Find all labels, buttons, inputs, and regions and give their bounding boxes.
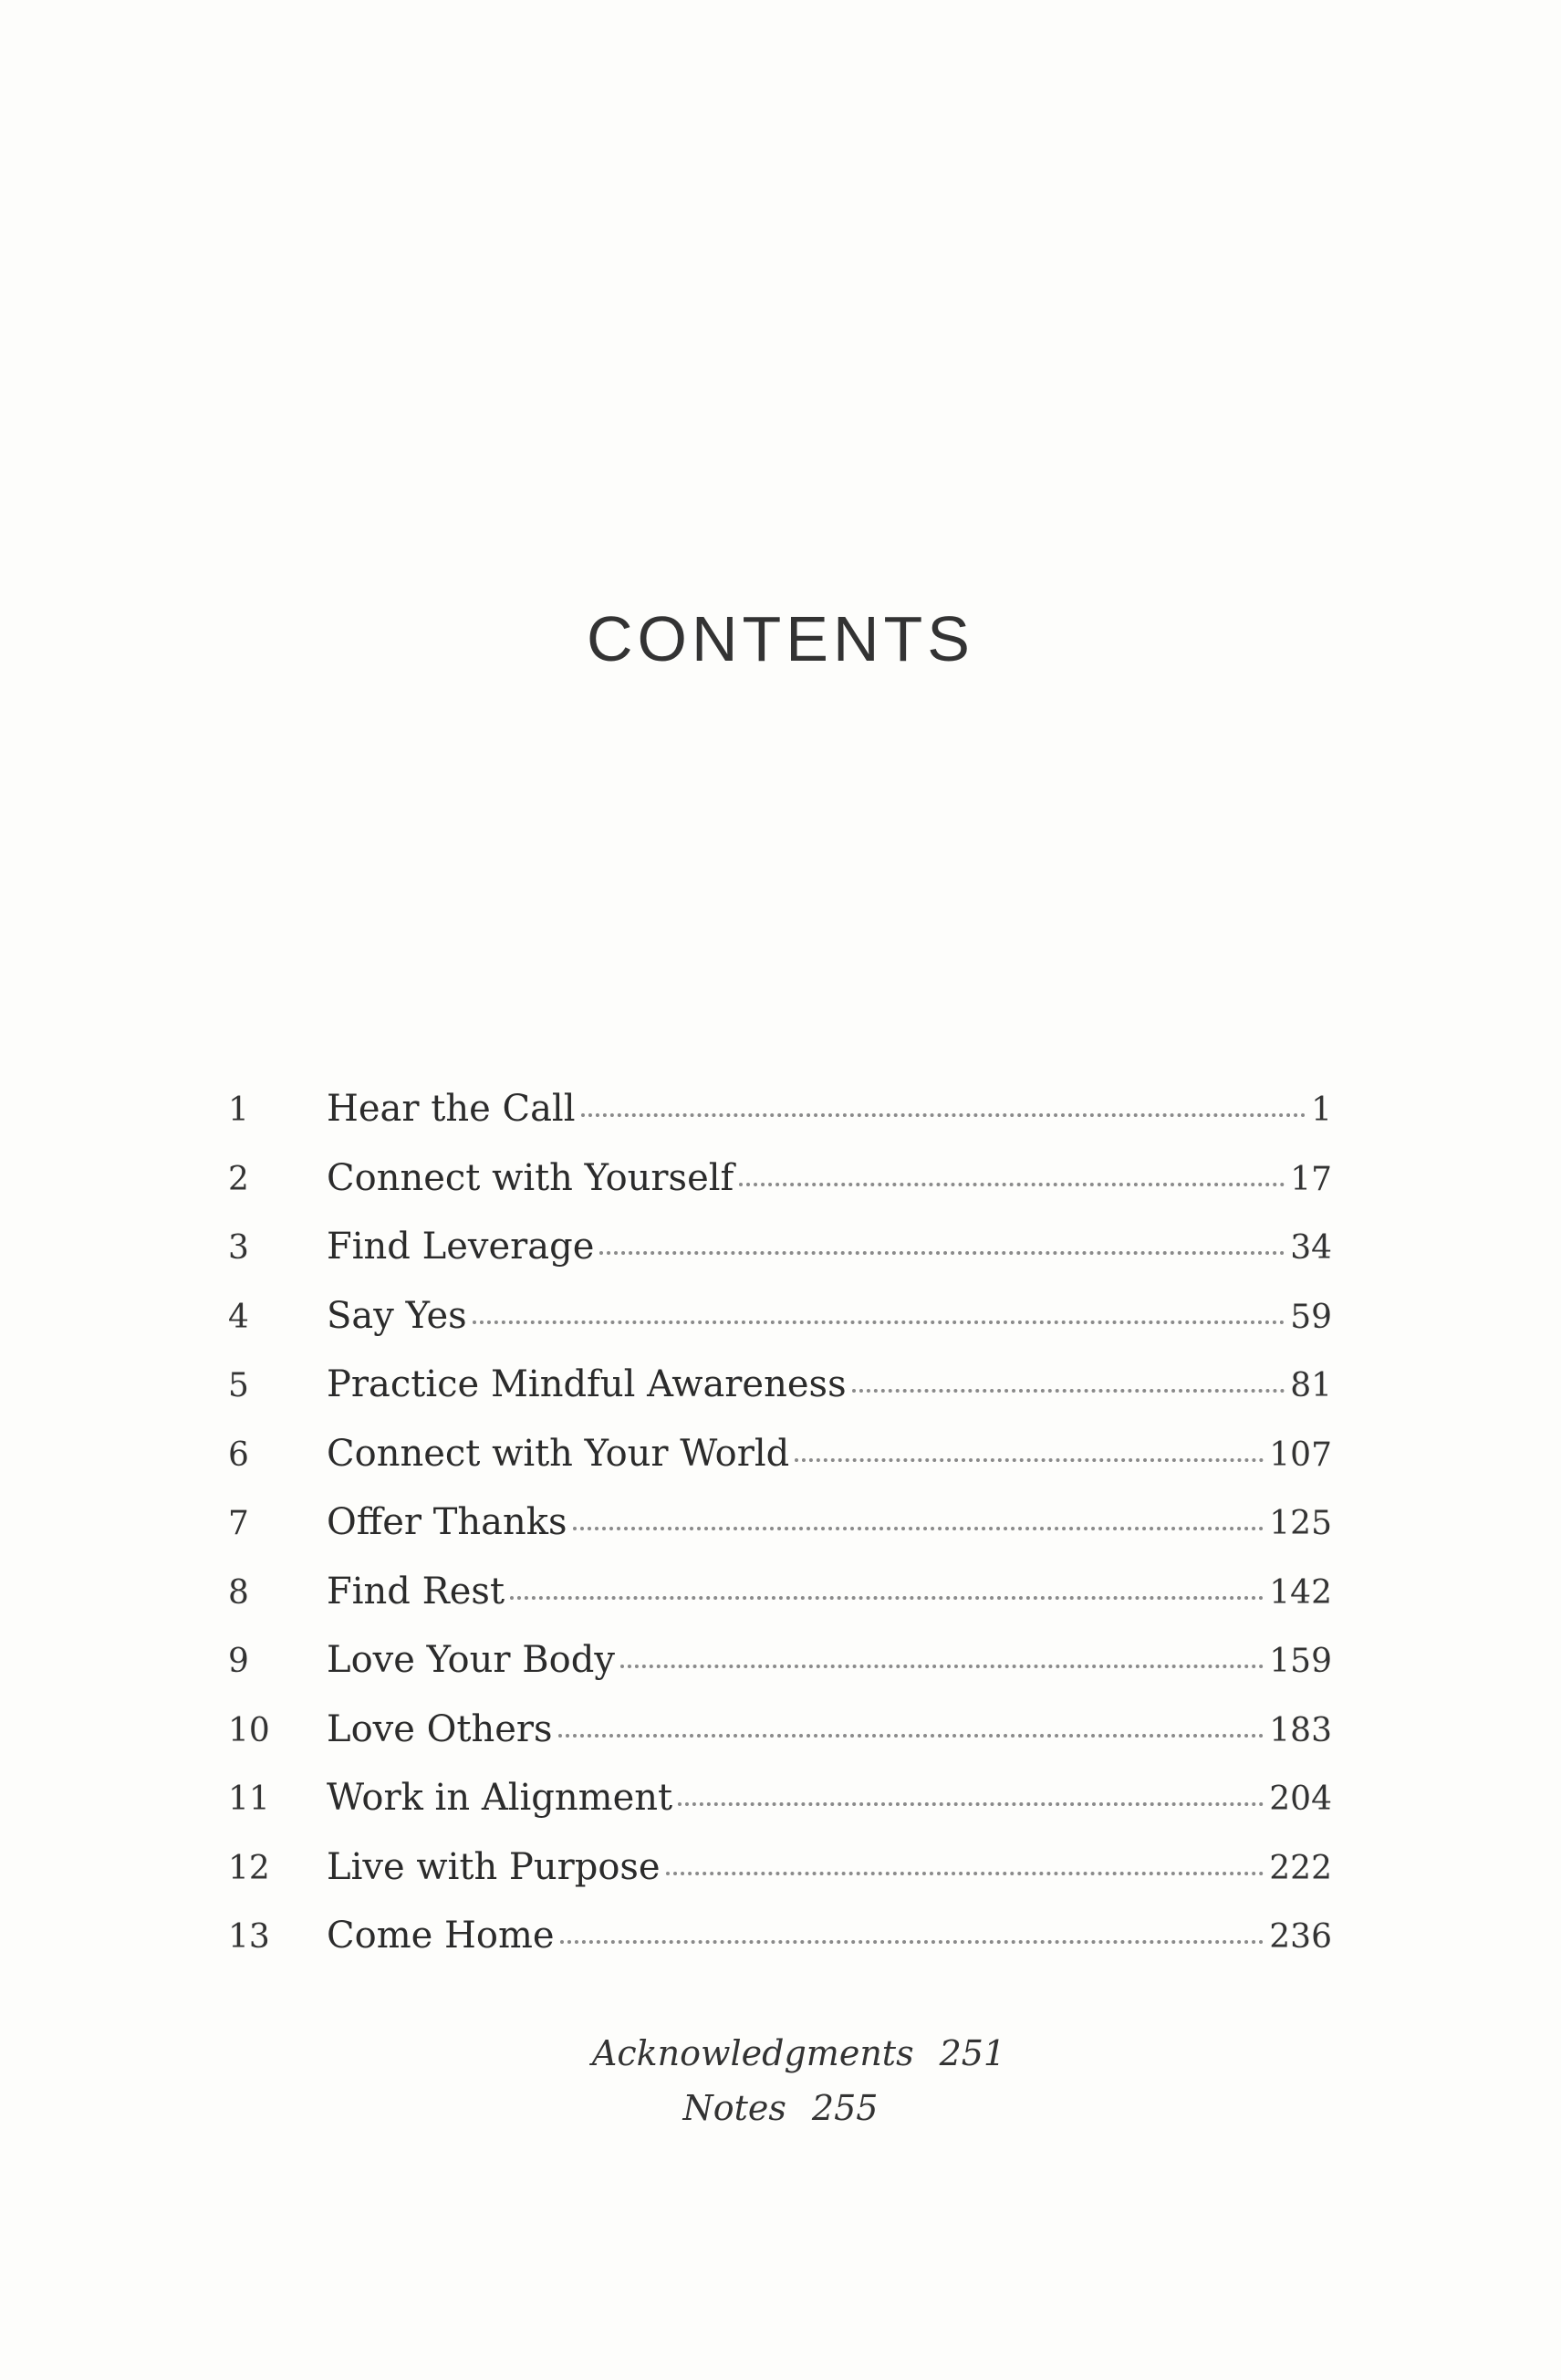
toc-entry[interactable] — [228, 1570, 1332, 1643]
dot-leader — [560, 1940, 1264, 1944]
backmatter-label: Acknowledgments — [591, 2033, 914, 2073]
toc-entry[interactable] — [228, 1917, 1332, 1987]
chapter-number: 6 — [228, 1435, 249, 1474]
dot-leader — [473, 1320, 1285, 1324]
page-number: 236 — [1269, 1918, 1332, 1956]
page-number: 204 — [1269, 1780, 1332, 1818]
page-number: 81 — [1290, 1367, 1332, 1404]
chapter-title: Find Rest — [327, 1570, 505, 1613]
page-number: 222 — [1269, 1849, 1332, 1887]
page-number: 107 — [1269, 1435, 1332, 1474]
chapter-number: 2 — [228, 1160, 249, 1198]
chapter-number: 10 — [228, 1711, 270, 1749]
backmatter-notes[interactable] — [0, 2088, 1561, 2128]
chapter-number: 13 — [228, 1918, 270, 1956]
page-number: 1 — [1311, 1091, 1332, 1129]
page-number: 125 — [1269, 1505, 1332, 1542]
chapter-number: 7 — [228, 1505, 249, 1542]
chapter-title: Come Home — [327, 1915, 555, 1957]
toc-entry[interactable] — [228, 1432, 1332, 1505]
chapter-number: 4 — [228, 1298, 249, 1336]
backmatter-label: Notes — [682, 2088, 786, 2128]
dot-leader — [599, 1251, 1285, 1255]
toc-entry[interactable] — [228, 1294, 1332, 1367]
chapter-title: Connect with Your World — [327, 1432, 790, 1475]
chapter-title: Love Your Body — [327, 1639, 615, 1681]
chapter-title: Practice Mindful Awareness — [327, 1363, 847, 1405]
chapter-title: Hear the Call — [327, 1088, 576, 1130]
chapter-number: 1 — [228, 1091, 249, 1129]
toc-entry[interactable] — [228, 1707, 1332, 1780]
page-number: 183 — [1269, 1711, 1332, 1749]
chapter-title: Find Leverage — [327, 1226, 595, 1268]
toc-entry[interactable] — [228, 1363, 1332, 1435]
chapter-title: Connect with Yourself — [327, 1156, 734, 1199]
dot-leader — [620, 1665, 1264, 1668]
dot-leader — [666, 1872, 1264, 1875]
chapter-title: Love Others — [327, 1707, 553, 1750]
dot-leader — [739, 1183, 1285, 1186]
chapter-number: 12 — [228, 1849, 270, 1887]
chapter-title: Say Yes — [327, 1294, 467, 1337]
toc-entry[interactable] — [228, 1845, 1332, 1918]
page-number: 34 — [1290, 1229, 1332, 1267]
dot-leader — [795, 1458, 1264, 1462]
backmatter-acknowledgments[interactable] — [0, 2033, 1561, 2073]
dot-leader — [678, 1802, 1264, 1806]
page-number: 17 — [1290, 1160, 1332, 1198]
chapter-title: Offer Thanks — [327, 1501, 567, 1543]
toc-entry[interactable] — [228, 1088, 1332, 1160]
chapter-title: Live with Purpose — [327, 1845, 661, 1888]
backmatter-page: 255 — [811, 2088, 879, 2128]
toc-entry[interactable] — [228, 1777, 1332, 1849]
dot-leader — [558, 1734, 1264, 1738]
dot-leader — [581, 1113, 1306, 1117]
toc-entry[interactable] — [228, 1501, 1332, 1573]
toc-entry[interactable] — [228, 1228, 1332, 1298]
chapter-number: 8 — [228, 1573, 249, 1612]
chapter-title: Work in Alignment — [327, 1777, 673, 1819]
table-of-contents — [228, 1088, 1332, 1987]
chapter-number: 3 — [228, 1229, 249, 1267]
page-number: 142 — [1269, 1573, 1332, 1612]
dot-leader — [510, 1596, 1264, 1600]
page-title: CONTENTS — [587, 603, 974, 674]
chapter-number: 11 — [228, 1780, 270, 1818]
backmatter-page: 251 — [939, 2033, 1006, 2073]
chapter-number: 9 — [228, 1643, 249, 1680]
page-number: 159 — [1269, 1643, 1332, 1680]
dot-leader — [852, 1389, 1285, 1393]
chapter-number: 5 — [228, 1367, 249, 1404]
dot-leader — [573, 1527, 1264, 1530]
toc-entry[interactable] — [228, 1156, 1332, 1229]
toc-entry[interactable] — [228, 1639, 1332, 1711]
page-number: 59 — [1290, 1298, 1332, 1336]
